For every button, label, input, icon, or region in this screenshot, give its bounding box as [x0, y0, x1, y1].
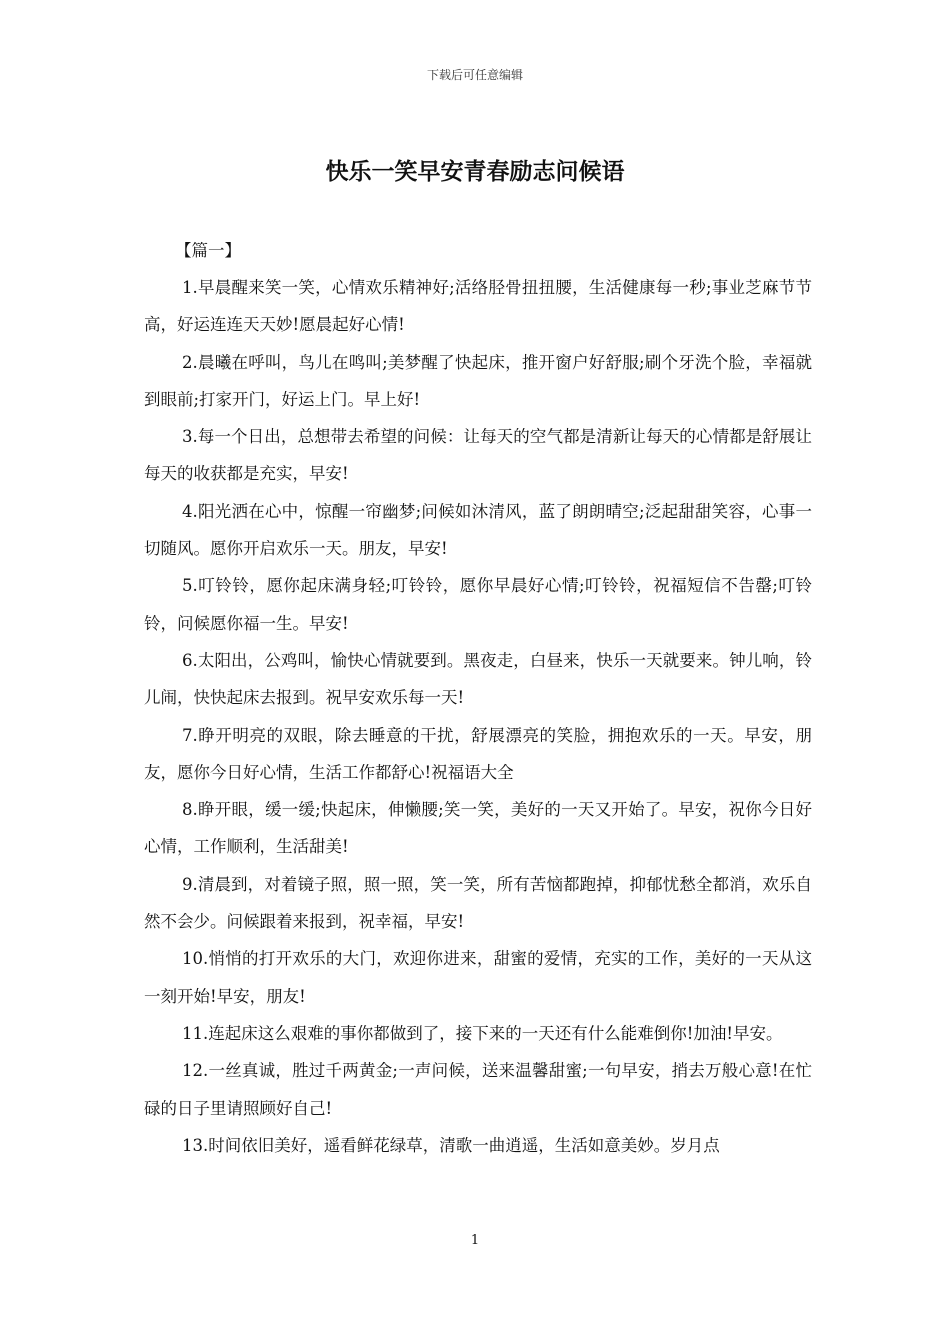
paragraph-13: 13.时间依旧美好，遥看鲜花绿草，清歌一曲逍遥，生活如意美妙。岁月点	[182, 1135, 720, 1155]
paragraph-12: 12.一丝真诚，胜过千两黄金;一声问候，送来温馨甜蜜;一句早安，捎去万般心意!在忙碌的日子里请照顾好自己!	[144, 1061, 812, 1118]
paragraph-8: 8.睁开眼，缓一缓;快起床，伸懒腰;笑一笑，美好的一天又开始了。早安，祝你今日好心情，工作顺利，生活甜美!	[144, 800, 812, 857]
section-label: 【篇一】	[175, 241, 241, 260]
paragraph-7: 7.睁开明亮的双眼，除去睡意的干扰，舒展漂亮的笑脸，拥抱欢乐的一天。早安，朋友，愿你今日好心情，生活工作都舒心!祝福语大全	[144, 725, 812, 782]
document-body	[144, 232, 812, 1164]
paragraph-4: 4.阳光洒在心中，惊醒一帘幽梦;问候如沐清风，蓝了朗朗晴空;泛起甜甜笑容，心事一切随风。愿你开启欢乐一天。朋友，早安!	[144, 501, 812, 559]
paragraph-3: 3.每一个日出，总想带去希望的问候：让每天的空气都是清新让每天的心情都是舒展让每天的收获都是充实，早安!	[144, 427, 812, 484]
paragraph-1: 1.早晨醒来笑一笑，心情欢乐精神好;活络胫骨扭扭腰，生活健康每一秒;事业芝麻节节高，好运连连天天妙!愿晨起好心情!	[144, 278, 812, 335]
paragraph-9: 9.清晨到，对着镜子照，照一照，笑一笑，所有苦恼都跑掉，抑郁忧愁全都消，欢乐自然不会少。问候跟着来报到，祝幸福，早安!	[144, 874, 812, 932]
paragraph-6: 6.太阳出，公鸡叫，愉快心情就要到。黑夜走，白昼来，快乐一天就要来。钟儿响，铃儿闹，快快起床去报到。祝早安欢乐每一天!	[144, 650, 812, 708]
header-note: 下载后可任意编辑	[426, 68, 523, 82]
paragraph-10: 10.悄悄的打开欢乐的大门，欢迎你进来，甜蜜的爱情，充实的工作，美好的一天从这一刻开始!早安，朋友!	[144, 949, 812, 1006]
page-number: 1	[470, 1233, 480, 1248]
paragraph-2: 2.晨曦在呼叫，鸟儿在鸣叫;美梦醒了快起床，推开窗户好舒服;刷个牙洗个脸，幸福就到眼前;打家开门，好运上门。早上好!	[144, 352, 812, 409]
paragraph-11: 11.连起床这么艰难的事你都做到了，接下来的一天还有什么能难倒你!加油!早安。	[182, 1023, 783, 1043]
document-title: 快乐一笑早安青春励志问候语	[325, 159, 625, 185]
paragraph-5: 5.叮铃铃，愿你起床满身轻;叮铃铃，愿你早晨好心情;叮铃铃，祝福短信不告罄;叮铃铃，问候愿你福一生。早安!	[144, 576, 812, 633]
